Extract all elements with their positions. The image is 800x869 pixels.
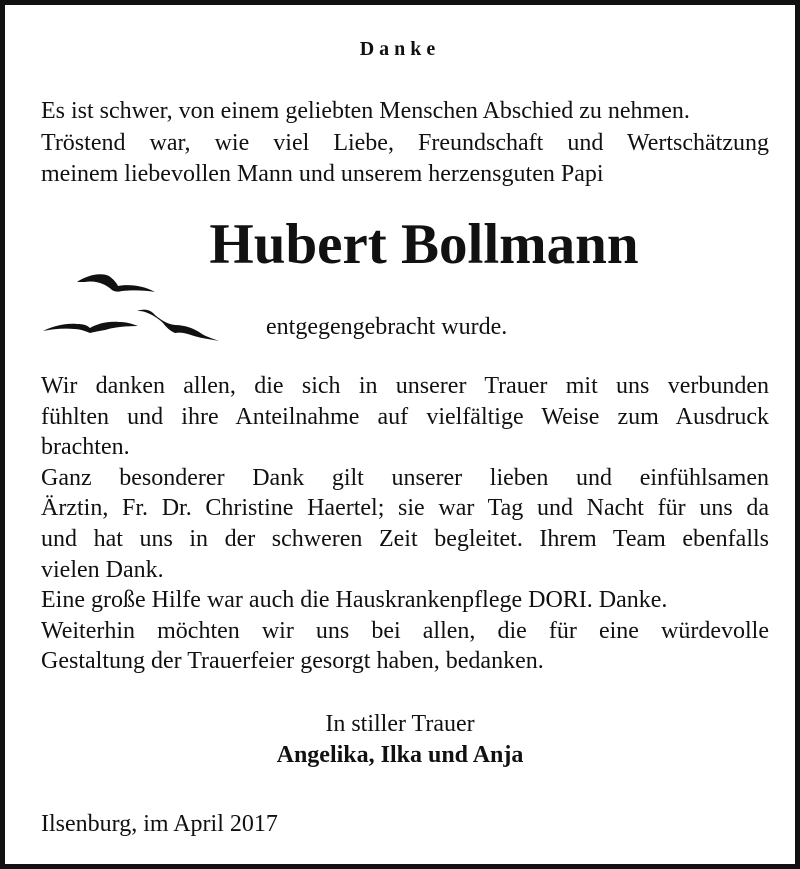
body-line: Ganz besonderer Dank gilt unserer lieben und einfühlsamen	[41, 464, 769, 491]
intro-line: meinem liebevollen Mann und unserem herzensguten Papi	[41, 161, 604, 187]
intro-paragraph	[41, 96, 769, 191]
birds-in-flight-icon	[39, 267, 225, 343]
signature-intro: In stiller Trauer	[325, 711, 475, 737]
body-line: und hat uns in der schweren Zeit begleitet. Ihrem Team ebenfalls	[41, 525, 769, 552]
body-line: Weiterhin möchten wir uns bei allen, die für eine würdevolle	[41, 617, 769, 644]
body-line: brachten.	[41, 434, 130, 461]
body-line: fühlten und ihre Anteilnahme auf vielfältige Weise zum Ausdruck	[41, 403, 769, 430]
intro-line: Tröstend war, wie viel Liebe, Freundschaft und Wertschätzung	[41, 129, 769, 156]
thanks-paragraph	[41, 371, 769, 677]
body-line: Wir danken allen, die sich in unserer Trauer mit uns verbunden	[41, 373, 769, 399]
after-name-text: entgegengebracht wurde.	[266, 314, 508, 340]
signature-block	[5, 709, 795, 771]
body-line: Gestaltung der Trauerfeier gesorgt haben, bedanken.	[41, 648, 544, 675]
body-line: Eine große Hilfe war auch die Hauskrankenpflege DORI. Danke.	[41, 587, 668, 614]
intro-line: Es ist schwer, von einem geliebten Menschen Abschied zu nehmen.	[41, 98, 690, 124]
body-line: vielen Dank.	[41, 556, 164, 583]
notice-heading: Danke	[359, 38, 441, 60]
body-line: Ärztin, Fr. Dr. Christine Haertel; sie war Tag und Nacht für uns da	[41, 495, 769, 522]
place-date: Ilsenburg, im April 2017	[41, 811, 278, 837]
deceased-name: Hubert Bollmann	[209, 213, 639, 276]
signature-names: Angelika, Ilka und Anja	[276, 742, 524, 768]
